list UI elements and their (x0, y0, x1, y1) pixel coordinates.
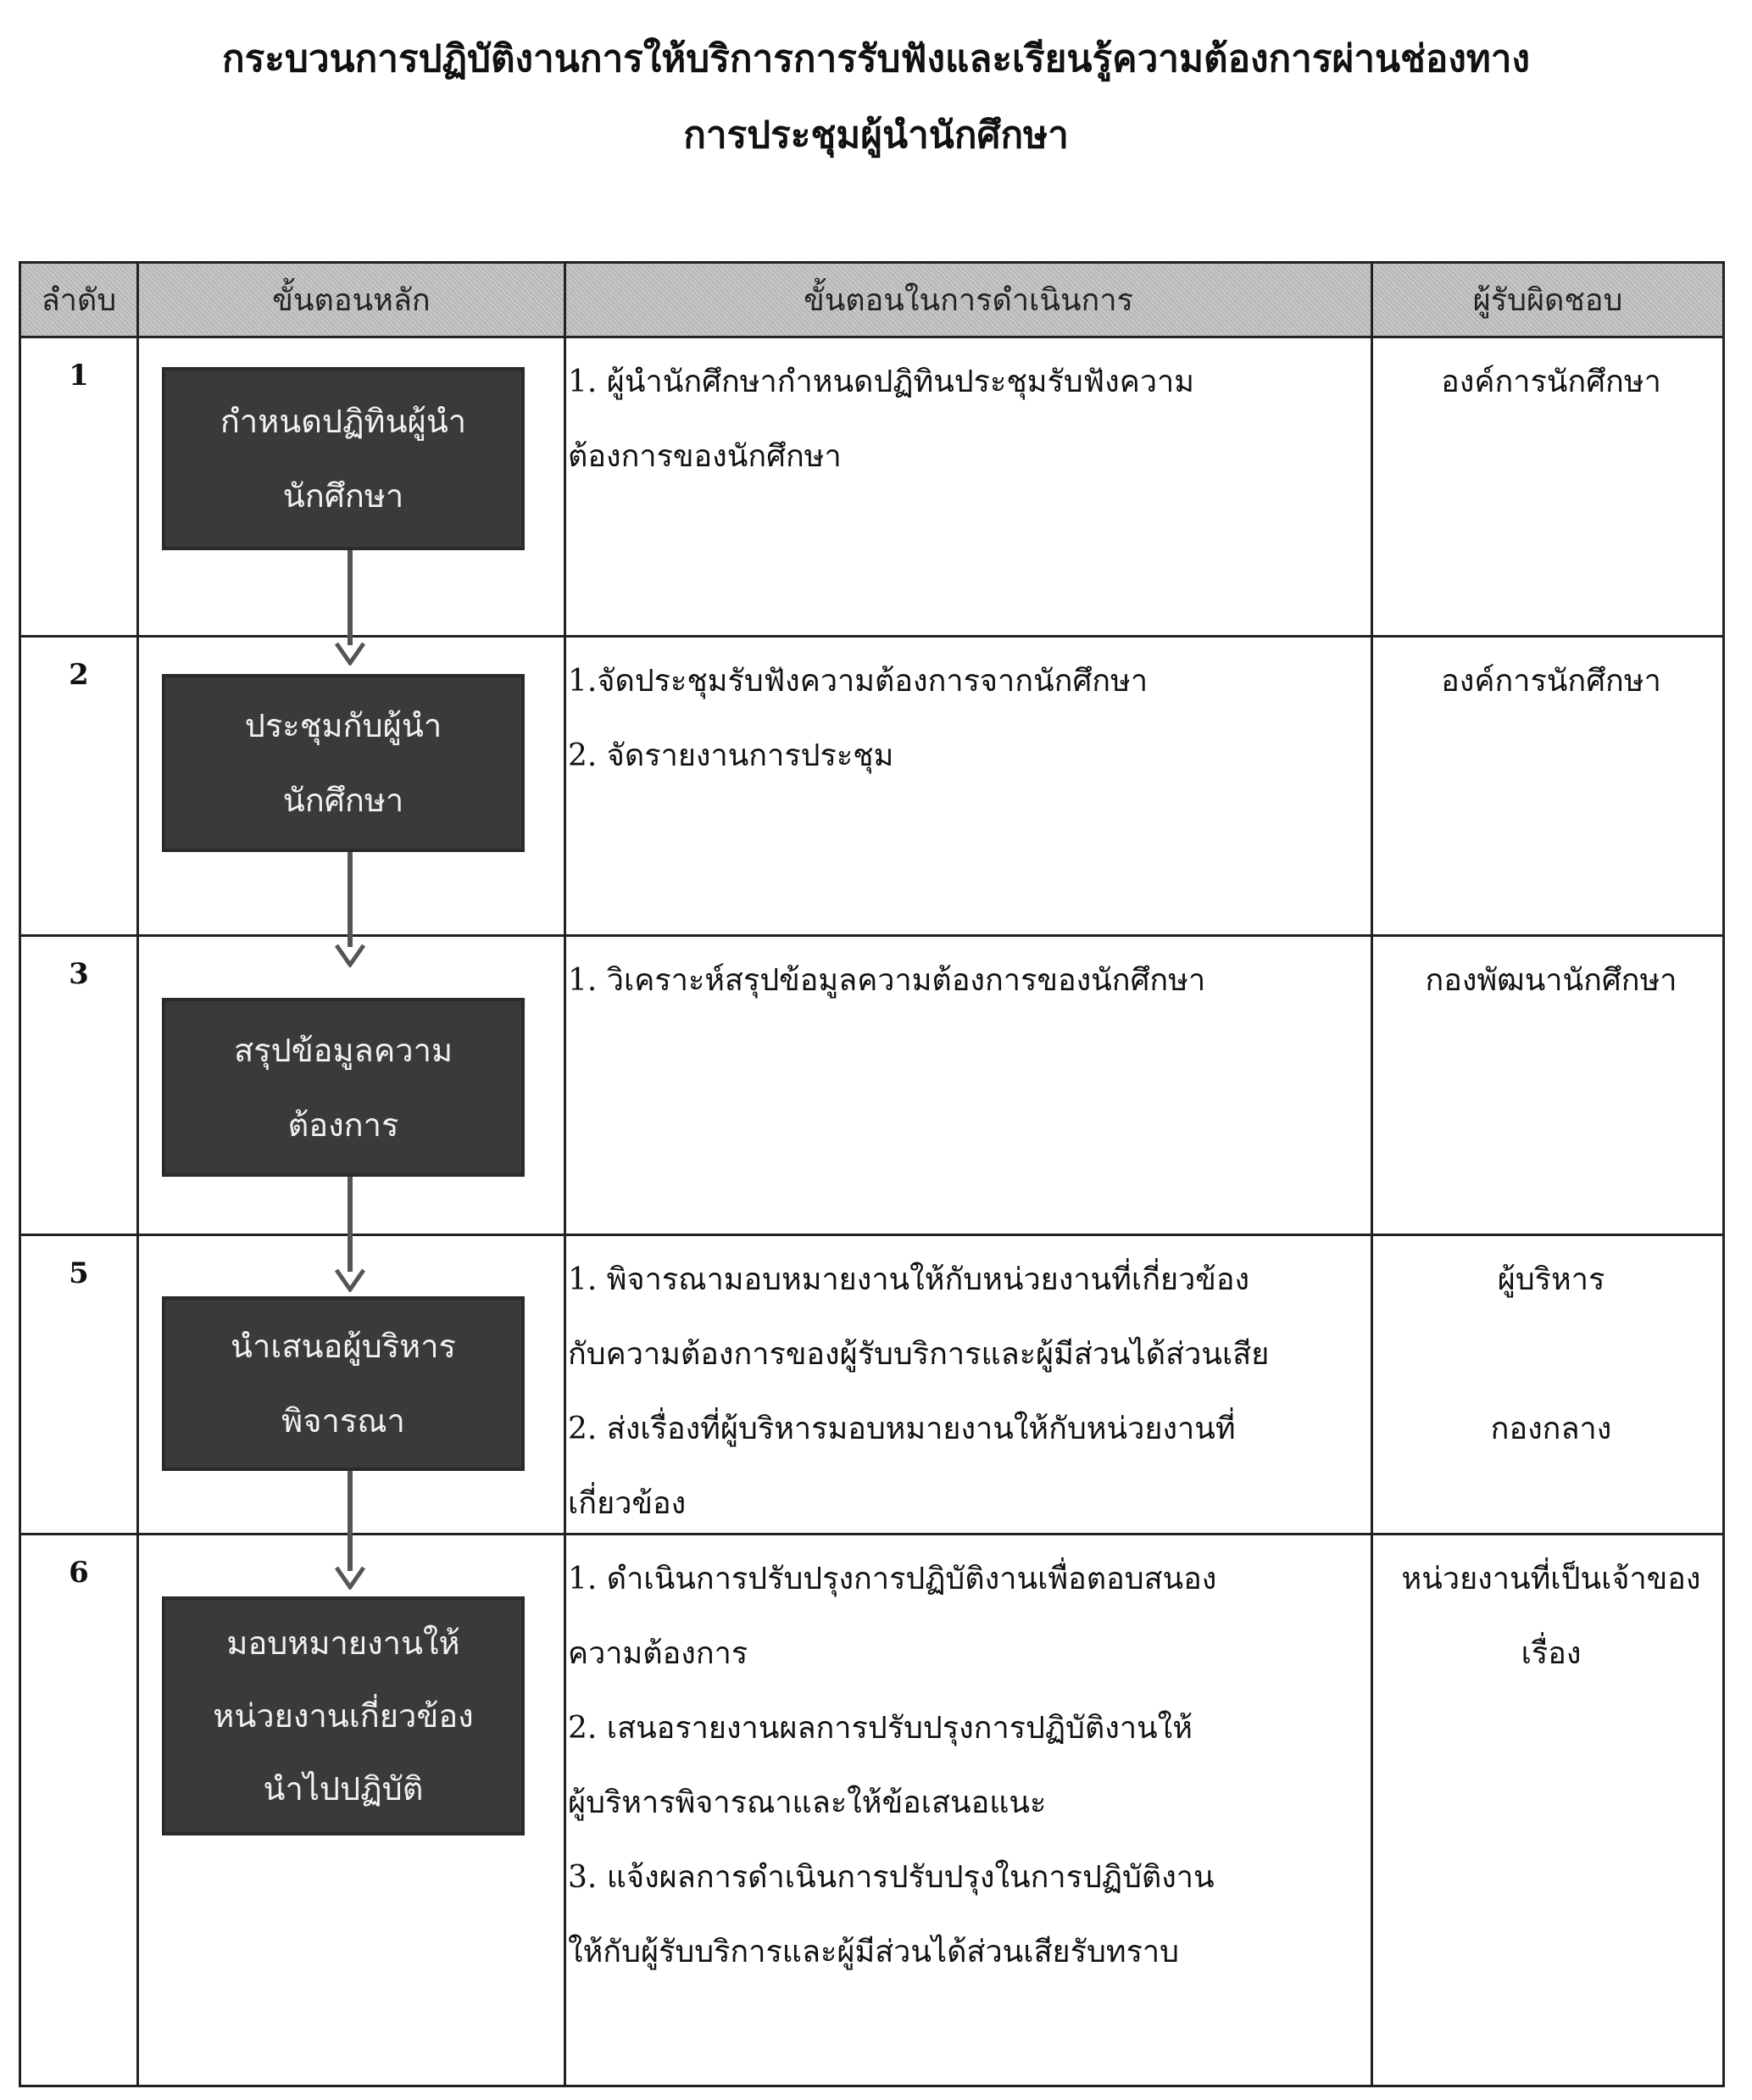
responsible-text: หน่วยงานที่เป็นเจ้าของ (1401, 1562, 1701, 1596)
responsible-spacer (1377, 1317, 1725, 1392)
header-order: ลำดับ (21, 264, 136, 336)
responsible-cell (1377, 345, 1725, 420)
responsible-cell (1377, 944, 1725, 1018)
process-box-label: สรุปข้อมูลความ (233, 1031, 453, 1069)
page-subtitle: การประชุมผู้นำนักศึกษา (683, 114, 1069, 157)
row-number: 6 (69, 1556, 89, 1590)
flow-arrow-line (348, 550, 353, 645)
procedure-line: ความต้องการ (568, 1636, 748, 1671)
procedure-line: 3. แจ้งผลการดำเนินการปรับปรุงในการปฏิบัติงาน (568, 1860, 1215, 1895)
procedure-cell (568, 944, 1369, 1018)
page-title: กระบวนการปฏิบัติงานการให้บริการการรับฟังและเรียนรู้ความต้องการผ่านช่องทาง (221, 37, 1530, 81)
responsible-text: กองกลาง (1490, 1412, 1612, 1446)
row-divider (21, 934, 1722, 937)
row-number: 3 (69, 957, 89, 991)
process-box-summary (162, 998, 525, 1177)
procedure-line: 1. ดำเนินการปรับปรุงการปฏิบัติงานเพื่อตอบสนอง (568, 1562, 1217, 1596)
responsible-text: กองพัฒนานักศึกษา (1425, 963, 1677, 998)
column-divider (1371, 264, 1373, 2085)
procedure-line: 1. พิจารณามอบหมายงานให้กับหน่วยงานที่เกี่ยวข้อง (568, 1262, 1250, 1297)
responsible-text: องค์การนักศึกษา (1441, 365, 1661, 399)
row-number: 2 (69, 658, 89, 692)
procedure-cell (568, 644, 1369, 794)
procedure-line: ให้กับผู้รับบริการและผู้มีส่วนได้ส่วนเสียรับทราบ (568, 1935, 1179, 1969)
arrow-down-icon (335, 642, 365, 666)
row-divider (21, 1234, 1722, 1236)
procedure-cell (568, 1243, 1369, 1541)
process-box-assign (162, 1596, 525, 1835)
procedure-line: 1. วิเคราะห์สรุปข้อมูลความต้องการของนักศึกษา (568, 963, 1206, 998)
process-box-label: นักศึกษา (282, 782, 404, 819)
procedure-line: กับความต้องการของผู้รับบริการและผู้มีส่วนได้ส่วนเสีย (568, 1337, 1270, 1372)
procedure-line: 2. เสนอรายงานผลการปรับปรุงการปฏิบัติงานให้ (568, 1711, 1193, 1746)
row-divider (21, 336, 1722, 338)
procedure-line: ต้องการของนักศึกษา (568, 439, 842, 474)
responsible-cell (1377, 1542, 1725, 1691)
flow-arrow-line (348, 852, 353, 947)
process-box-label: นักศึกษา (282, 477, 404, 515)
flow-arrow-line (348, 1471, 353, 1571)
process-box-label: ต้องการ (287, 1106, 399, 1144)
process-box-label: กำหนดปฏิทินผู้นำ (220, 403, 467, 440)
process-box-present (162, 1296, 525, 1471)
row-number: 5 (69, 1256, 89, 1290)
responsible-text: ผู้บริหาร (1497, 1262, 1605, 1297)
arrow-down-icon (335, 1566, 365, 1590)
process-box-label: หน่วยงานเกี่ยวข้อง (213, 1697, 474, 1735)
process-box-label: นำเสนอผู้บริหาร (231, 1328, 456, 1365)
procedure-cell (568, 1542, 1369, 1990)
process-box-meeting (162, 674, 525, 852)
procedure-line: 2. ส่งเรื่องที่ผู้บริหารมอบหมายงานให้กับหน่วยงานที่ (568, 1412, 1236, 1446)
responsible-text: องค์การนักศึกษา (1441, 664, 1661, 699)
procedure-line: 2. จัดรายงานการประชุม (568, 738, 894, 773)
process-box-label: พิจารณา (281, 1402, 405, 1440)
procedure-cell (568, 345, 1369, 494)
procedure-line: 1. ผู้นำนักศึกษากำหนดปฏิทินประชุมรับฟังความ (568, 365, 1194, 399)
header-main-step: ขั้นตอนหลัก (139, 264, 564, 336)
process-box-label: ประชุมกับผู้นำ (244, 707, 442, 744)
responsible-text: เรื่อง (1521, 1636, 1582, 1671)
arrow-down-icon (335, 1268, 365, 1292)
header-procedure: ขั้นตอนในการดำเนินการ (566, 264, 1371, 336)
header-responsible: ผู้รับผิดชอบ (1373, 264, 1722, 336)
responsible-cell (1377, 644, 1725, 719)
procedure-line: 1.จัดประชุมรับฟังความต้องการจากนักศึกษา (568, 664, 1149, 699)
row-number: 1 (69, 359, 89, 393)
responsible-cell (1377, 1243, 1725, 1467)
flow-arrow-line (348, 1177, 353, 1272)
procedure-line: ผู้บริหารพิจารณาและให้ข้อเสนอแนะ (568, 1785, 1047, 1820)
process-box-schedule (162, 367, 525, 550)
process-box-label: นำไปปฏิบัติ (263, 1770, 424, 1808)
column-divider (564, 264, 566, 2085)
procedure-line: เกี่ยวข้อง (568, 1486, 687, 1521)
process-box-label: มอบหมายงานให้ (226, 1624, 460, 1662)
row-divider (21, 635, 1722, 638)
process-table (19, 261, 1725, 2087)
column-divider (136, 264, 139, 2085)
arrow-down-icon (335, 944, 365, 967)
